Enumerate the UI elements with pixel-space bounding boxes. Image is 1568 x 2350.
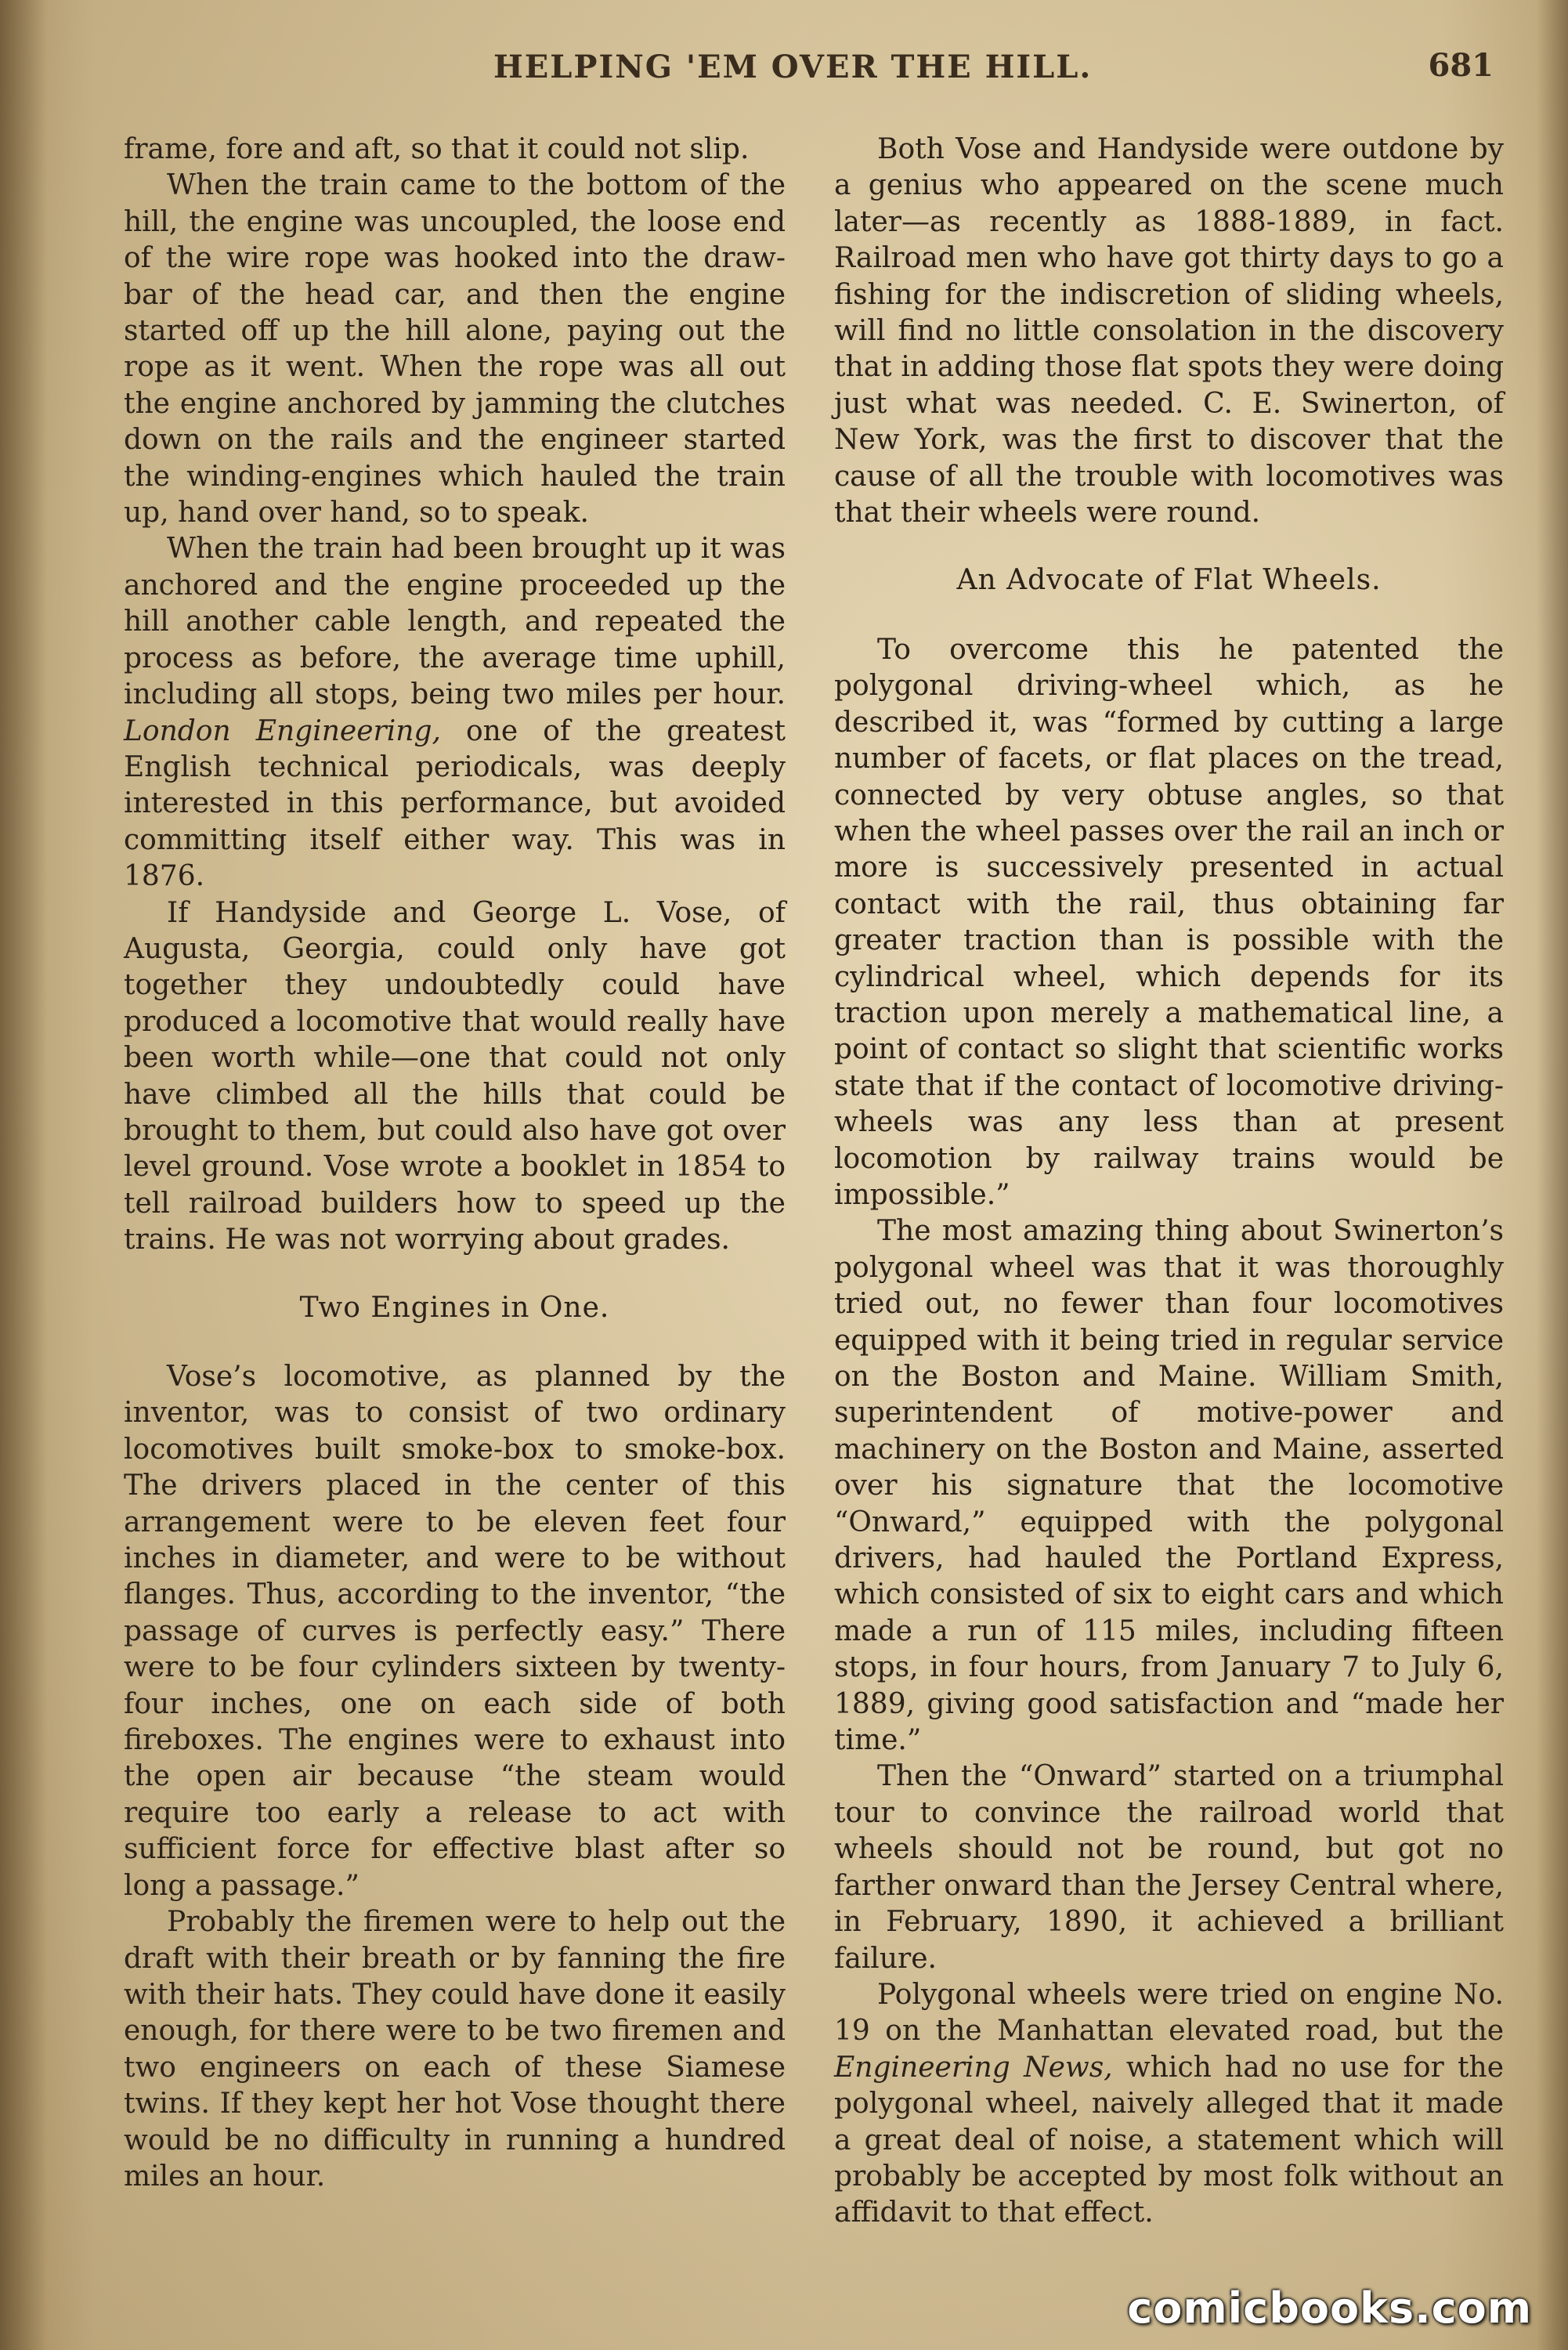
page-number: 681 (1428, 47, 1494, 84)
paragraph: To overcome this he patented the polygonal driving-wheel which, as he described it, was “formed by cutting a large number of facets, or flat places on the tread, connected by very obtuse angles, so that when the wheel passes over the rail an inch or more is successively presented in actual contact with the rail, thus obtaining far greater traction than is possible with the cylindrical wheel, which depends for its traction upon merely a mathematical line, a point of contact so slight that scientific works state that if the contact of locomotive driving-wheels was any less than at present locomotion by railway trains would be impossible.” (834, 633, 1504, 1211)
paragraph-text: which had no use for the polygonal wheel, naively alleged that it made a great deal of noise, a statement which will probably be accepted by most folk without an affidavit to that effect. (834, 2051, 1504, 2229)
section-heading: Two Engines in One. (299, 1291, 610, 1324)
paragraph: When the train came to the bottom of the hill, the engine was uncoupled, the loose end of the wire rope was hooked into the draw-bar of the head car, and then the engine started off up the hill alone, paying out the rope as it went. When the rope was all out the engine anchored by jamming the clutches down on the rails and the engineer started the winding-engines which hauled the train up, hand over hand, so to speak. (124, 169, 786, 530)
paragraph: Vose’s locomotive, as planned by the inventor, was to consist of two ordinary locomotives built smoke-box to smoke-box. The drivers placed in the center of this arrangement were to be eleven feet four inches in diameter, and were to be without flanges. Thus, according to the inventor, “the passage of curves is perfectly easy.” There were to be four cylinders sixteen by twenty-four inches, one on each side of both fireboxes. The engines were to exhaust into the open air because “the steam would require too early a release to act with sufficient force for effective blast after so long a passage.” (124, 1361, 786, 1902)
running-title: HELPING 'EM OVER THE HILL. (493, 49, 1093, 85)
right-column (834, 132, 1504, 2232)
paragraph: Probably the firemen were to help out the draft with their breath or by fanning the fire with their hats. They could have done it easily enough, for there were to be two firemen and two engineers on each of these Siamese twins. If they kept her hot Vose thought there would be no difficulty in running a hundred miles an hour. (124, 1906, 786, 2193)
paragraph-text: When the train had been brought up it was anchored and the engine proceeded up the hill another cable length, and repeated the process as before, the average time uphill, including all stops, being two miles per hour. (124, 533, 786, 711)
paragraph-text: one of the greatest English technical periodicals, was deeply interested in this performance, but avoided committing itself either way. This was in 1876. (124, 714, 786, 893)
paragraph (124, 531, 786, 895)
left-column (124, 132, 786, 2195)
paragraph: Both Vose and Handyside were outdone by a genius who appeared on the scene much later—as recently as 1888-1889, in fact. Railroad men who have got thirty days to go a fishing for the indiscretion of sliding wheels, will find no little consolation in the discovery that in adding those flat spots they were doing just what was needed. C. E. Swinerton, of New York, was the first to discover that the cause of all the trouble with locomotives was that their wheels were round. (834, 133, 1504, 530)
periodical-title: London Engineering, (124, 714, 441, 747)
paragraph: The most amazing thing about Swinerton’s polygonal wheel was that it was thoroughly tried out, no fewer than four locomotives equipped with it being tried in regular service on the Boston and Maine. William Smith, superintendent of motive-power and machinery on the Boston and Maine, asserted over his signature that the locomotive “Onward,” equipped with the polygonal drivers, had hauled the Portland Express, which consisted of six to eight cars and which made a run of 115 miles, including fifteen stops, in four hours, from January 7 to July 6, 1889, giving good satisfaction and “made her time.” (834, 1215, 1504, 1757)
paragraph: If Handyside and George L. Vose, of Augusta, Georgia, could only have got together they undoubtedly could have produced a locomotive that would really have been worth while—one that could not only have climbed all the hills that could be brought to them, but could also have got over level ground. Vose wrote a booklet in 1854 to tell railroad builders how to speed up the trains. He was not worrying about grades. (124, 896, 786, 1256)
site-watermark: comicbooks.com (1127, 2283, 1532, 2333)
section-heading: An Advocate of Flat Wheels. (956, 564, 1382, 597)
paragraph: Then the “Onward” started on a triumphal tour to convince the railroad world that wheels should not be round, but got no farther onward than the Jersey Central where, in February, 1890, it achieved a brilliant failure. (834, 1760, 1504, 1975)
periodical-title: Engineering News, (834, 2051, 1113, 2084)
paragraph-text: Polygonal wheels were tried on engine No. 19 on the Manhattan elevated road, but the (834, 1978, 1504, 2048)
paragraph: frame, fore and aft, so that it could not slip. (124, 133, 750, 165)
paragraph (834, 1977, 1504, 2232)
